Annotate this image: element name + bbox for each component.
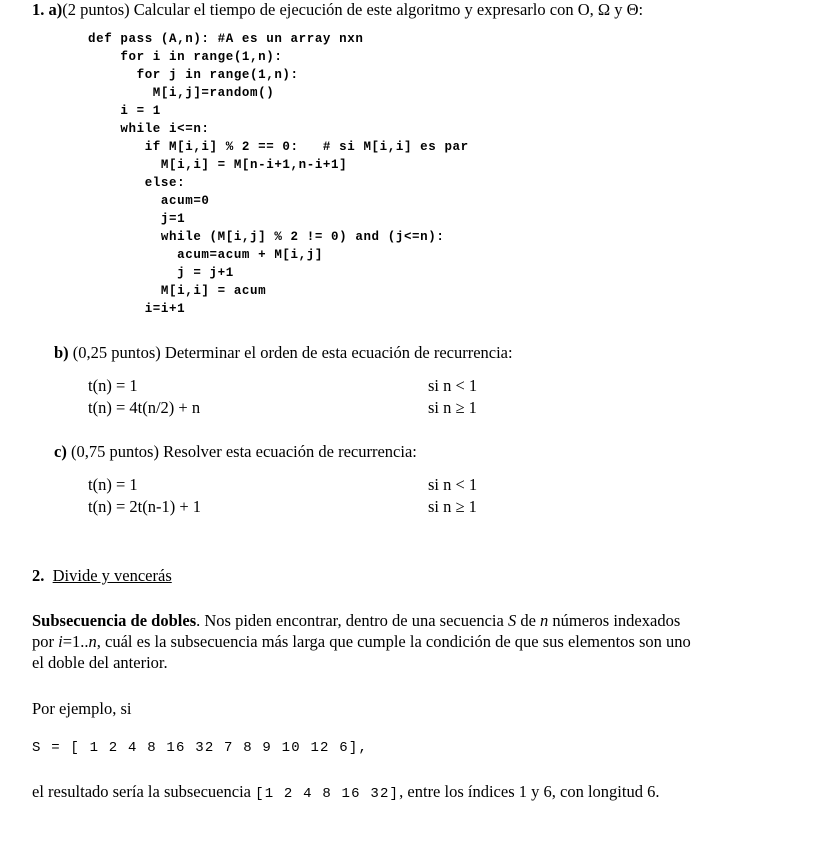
code-line: def pass (A,n): #A es un array nxn	[88, 32, 364, 46]
q2-number: 2.	[32, 566, 45, 585]
recurrence-expr: t(n) = 4t(n/2) + n	[88, 398, 201, 417]
recurrence-cond: si n ≥ 1	[428, 497, 477, 516]
recurrence-cond: si n ≥ 1	[428, 398, 477, 417]
q2-bold-term: Subsecuencia de dobles	[32, 611, 197, 630]
q2-text: , cuál es la subsecuencia más larga que cumple la condición de que sus elementos son uno	[96, 632, 691, 651]
recurrence-expr: t(n) = 1	[88, 475, 138, 494]
code-line: acum=0	[88, 194, 210, 208]
code-line: i=i+1	[88, 302, 186, 316]
code-line: for i in range(1,n):	[88, 50, 283, 64]
q2-text: números indexados	[548, 611, 681, 630]
code-line: j=1	[88, 212, 186, 226]
q2-var-n: n	[88, 632, 97, 651]
q2-title: Divide y vencerás	[52, 566, 172, 585]
code-line: acum=acum + M[i,j]	[88, 248, 323, 262]
q1-letter-a: a)	[48, 0, 63, 19]
recurrence-cond: si n < 1	[428, 376, 478, 395]
code-line: M[i,j]=random()	[88, 86, 275, 100]
q2-result-sequence: [1 2 4 8 16 32]	[255, 786, 400, 802]
q2-text: , entre los índices 1 y 6, con longitud 6.	[399, 782, 660, 801]
code-line: for j in range(1,n):	[88, 68, 299, 82]
q2-text: =1..	[62, 632, 89, 651]
q2-var-n: n	[540, 611, 549, 630]
q2-sequence: S = [ 1 2 4 8 16 32 7 8 9 10 12 6],	[32, 740, 369, 756]
q1-b-header	[54, 343, 513, 363]
code-line: M[i,i] = M[n-i+1,n-i+1]	[88, 158, 348, 172]
q2-text: . Nos piden encontrar, dentro de una secuencia	[196, 611, 508, 630]
recurrence-cond: si n < 1	[428, 475, 478, 494]
q2-paragraph-line1	[32, 611, 680, 631]
recurrence-expr: t(n) = 2t(n-1) + 1	[88, 497, 202, 516]
q2-var-i: i	[58, 632, 63, 651]
code-line: M[i,i] = acum	[88, 284, 267, 298]
q1-c-header	[54, 442, 417, 462]
q1-a-text: (2 puntos) Calcular el tiempo de ejecución de este algoritmo y expresarlo con O, Ω y Θ:	[62, 0, 644, 19]
q2-example-intro: Por ejemplo, si	[32, 699, 132, 718]
q1-c-text: (0,75 puntos) Resolver esta ecuación de recurrencia:	[70, 442, 417, 461]
code-line: while (M[i,j] % 2 != 0) and (j<=n):	[88, 230, 445, 244]
q2-paragraph-line3: el doble del anterior.	[32, 653, 168, 672]
code-line: j = j+1	[88, 266, 234, 280]
code-line: else:	[88, 176, 186, 190]
q1-letter-c: c)	[54, 442, 67, 461]
q2-paragraph-line2	[32, 632, 691, 652]
q2-header	[32, 566, 172, 586]
q2-result	[32, 782, 659, 802]
q2-text: por	[32, 632, 59, 651]
q1-b-text: (0,25 puntos) Determinar el orden de esta ecuación de recurrencia:	[72, 343, 513, 362]
q2-var-S: S	[507, 611, 517, 630]
code-line: if M[i,i] % 2 == 0: # si M[i,i] es par	[88, 140, 469, 154]
q2-text: el resultado sería la subsecuencia	[32, 782, 256, 801]
recurrence-expr: t(n) = 1	[88, 376, 138, 395]
q2-text: de	[516, 611, 541, 630]
q1-letter-b: b)	[54, 343, 69, 362]
q1-header	[32, 0, 643, 20]
code-line: i = 1	[88, 104, 161, 118]
q1-number: 1.	[32, 0, 45, 19]
code-line: while i<=n:	[88, 122, 210, 136]
